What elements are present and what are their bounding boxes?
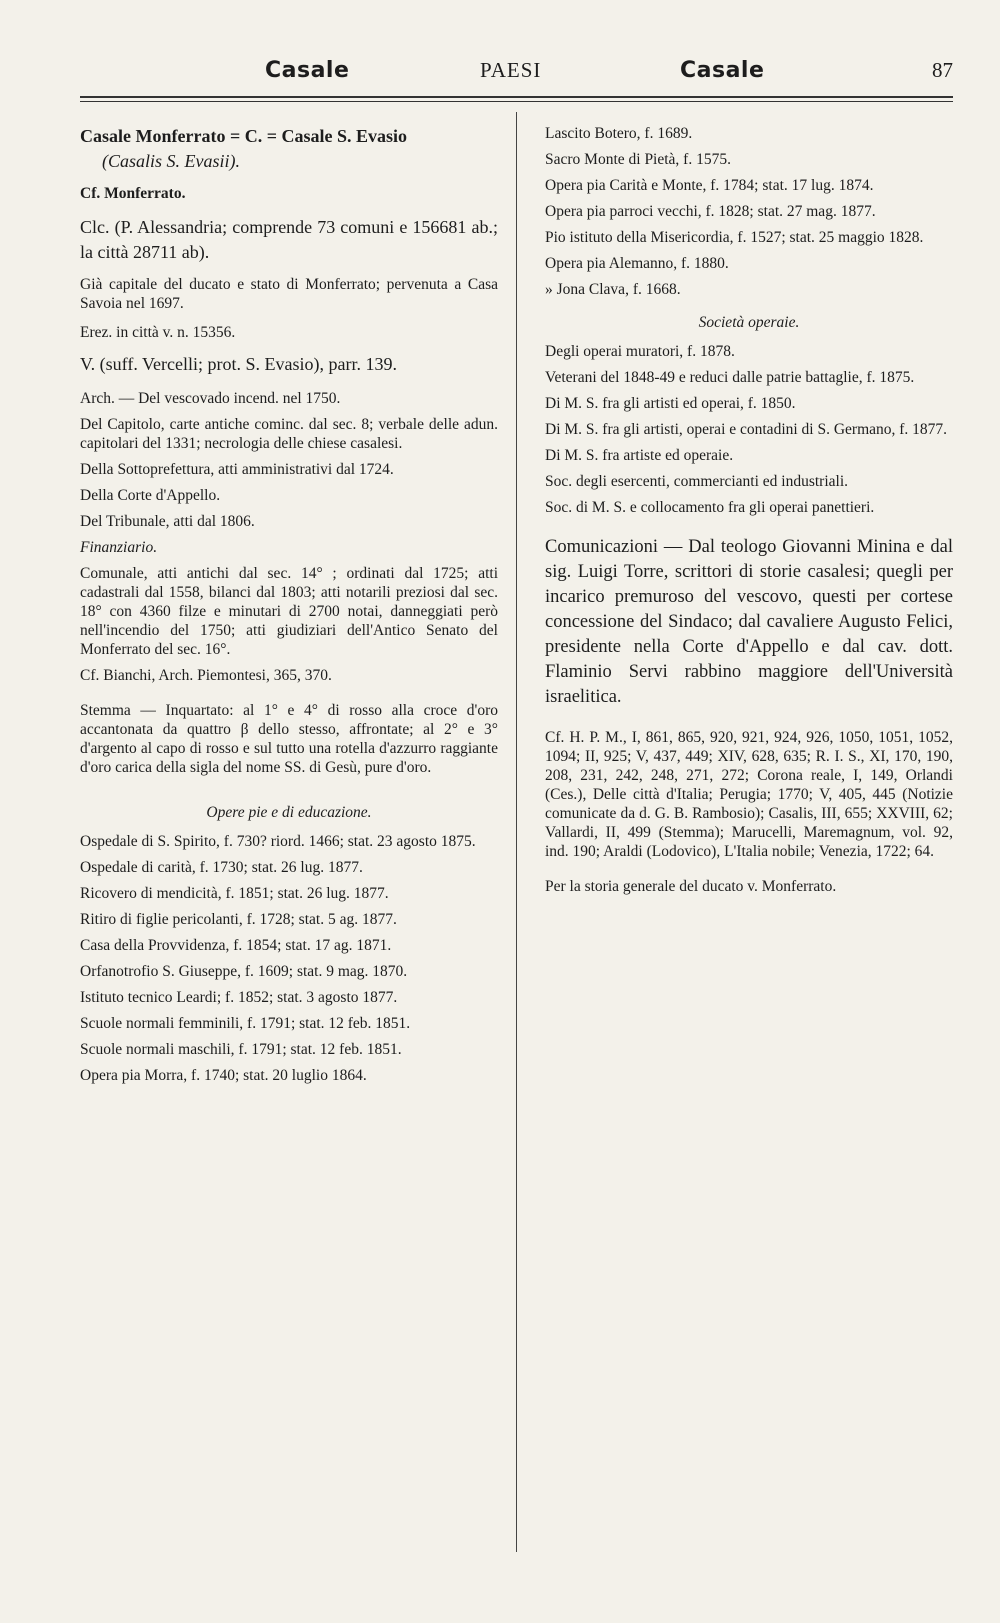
corte-entry: Della Corte d'Appello. <box>80 487 221 504</box>
opere-cont-item: Opera pia Alemanno, f. 1880. <box>545 255 729 272</box>
bianchi-entry: Cf. Bianchi, Arch. Piemontesi, 365, 370. <box>80 667 332 684</box>
opere-item: Opera pia Morra, f. 1740; stat. 20 luglio 1864. <box>80 1067 367 1084</box>
societa-heading: Società operaie. <box>698 314 800 331</box>
societa-item: Veterani del 1848-49 e reduci dalle patrie battaglie, f. 1875. <box>545 369 915 386</box>
opere-cont-item: Pio istituto della Misericordia, f. 1527; stat. 25 maggio 1828. <box>545 229 924 246</box>
opere-item: Istituto tecnico Leardi; f. 1852; stat. 3 agosto 1877. <box>80 989 398 1006</box>
page-number: 87 <box>932 58 953 82</box>
capitolo-entry: Del Capitolo, carte antiche cominc. dal sec. 8; verbale delle adun. capitolari del 1331; necrologia delle chiese casalesi. <box>80 416 498 452</box>
opere-item: Ospedale di S. Spirito, f. 730? riord. 1466; stat. 23 agosto 1875. <box>80 833 476 850</box>
opere-heading: Opere pie e di educazione. <box>206 804 372 821</box>
opere-item: Ricovero di mendicità, f. 1851; stat. 26 lug. 1877. <box>80 885 389 902</box>
opere-item: Scuole normali maschili, f. 1791; stat. 12 feb. 1851. <box>80 1041 402 1058</box>
opere-item: Ritiro di figlie pericolanti, f. 1728; stat. 5 ag. 1877. <box>80 911 397 928</box>
societa-item: Soc. di M. S. e collocamento fra gli operai panettieri. <box>545 499 875 516</box>
societa-item: Degli operai muratori, f. 1878. <box>545 343 735 360</box>
storia-entry: Per la storia generale del ducato v. Monferrato. <box>545 878 837 895</box>
opere-cont-item: Lascito Botero, f. 1689. <box>545 125 693 142</box>
opere-cont-item: Opera pia Carità e Monte, f. 1784; stat. 17 lug. 1874. <box>545 177 874 194</box>
v-entry: V. (suff. Vercelli; prot. S. Evasio), parr. 139. <box>80 354 397 374</box>
finanziario-entry: Finanziario. <box>80 539 158 556</box>
gia-entry: Già capitale del ducato e stato di Monferrato; pervenuta a Casa Savoia nel 1697. <box>80 276 498 312</box>
header-rule <box>80 96 953 98</box>
erez-entry: Erez. in città v. n. 15356. <box>80 324 236 341</box>
column-divider <box>516 112 517 1552</box>
header-center: PAESI <box>480 58 542 82</box>
header-rule-thin <box>80 101 953 102</box>
opere-item: Orfanotrofio S. Giuseppe, f. 1609; stat. 9 mag. 1870. <box>80 963 408 980</box>
left-column <box>80 124 498 1092</box>
header-left: Casale <box>265 58 350 83</box>
arch-entry: Arch. — Del vescovado incend. nel 1750. <box>80 390 341 407</box>
opere-cont-item: Opera pia parroci vecchi, f. 1828; stat. 27 mag. 1877. <box>545 203 876 220</box>
opere-item: Scuole normali femminili, f. 1791; stat. 12 feb. 1851. <box>80 1015 411 1032</box>
entry-title-latin: (Casalis S. Evasii). <box>102 151 240 171</box>
clc-entry: Clc. (P. Alessandria; comprende 73 comuni e 156681 ab.; la città 28711 ab). <box>80 217 498 262</box>
tribunale-entry: Del Tribunale, atti dal 1806. <box>80 513 255 530</box>
opere-cont-item: Sacro Monte di Pietà, f. 1575. <box>545 151 731 168</box>
cf-monferrato: Cf. Monferrato. <box>80 185 186 202</box>
sottoprefettura-entry: Della Sottoprefettura, atti amministrativi dal 1724. <box>80 461 394 478</box>
header-right: Casale <box>680 58 765 83</box>
opere-item: Ospedale di carità, f. 1730; stat. 26 lug. 1877. <box>80 859 363 876</box>
comunale-entry: Comunale, atti antichi dal sec. 14° ; ordinati dal 1725; atti cadastrali dal 1558, bilanci dal 1803; atti notarili preziosi dal sec. 18° con 4360 filze e minutari di 2700 notai, danneggiati però nell'incendio del 1750; atti giudiziari dell'Antico Senato del Monferrato del sec. 16°. <box>80 565 498 658</box>
right-column <box>545 124 953 903</box>
comunicazioni-entry: Comunicazioni — Dal teologo Giovanni Minina e dal sig. Luigi Torre, scrittori di storie casalesi; quegli per incarico premuroso del vescovo, questi per cortese concessione del Sindaco; dal cavaliere Augusto Felici, presidente nella Corte d'Appello e dal cav. dott. Flaminio Servi rabbino maggiore dell'Università israelitica. <box>545 537 953 707</box>
societa-item: Di M. S. fra gli artisti, operai e contadini di S. Germano, f. 1877. <box>545 421 948 438</box>
societa-item: Di M. S. fra gli artisti ed operai, f. 1850. <box>545 395 796 412</box>
entry-title: Casale Monferrato = C. = Casale S. Evasio <box>80 126 407 146</box>
stemma-entry: Stemma — Inquartato: al 1° e 4° di rosso alla croce d'oro accantonata da quattro β dello stesso, affrontate; al 2° e 3° d'argento al capo di rosso e sul tutto una rotella d'azzurro raggiante d'oro carica della sigla del nome SS. di Gesù, pure d'oro. <box>80 702 498 776</box>
cf-references: Cf. H. P. M., I, 861, 865, 920, 921, 924, 926, 1050, 1051, 1052, 1094; II, 925; V, 437, 449; XIV, 628, 635; R. I. S., XI, 170, 190, 208, 231, 242, 248, 271, 272; Corona reale, I, 149, Orlandi (Ces.), Delle città d'Italia; Perugia; 1770; V, 405, 445 (Notizie comunicate da d. G. B. Rambosio); Casalis, III, 655; XXVIII, 62; Vallardi, II, 499 (Stemma); Marucelli, Maremagnum, vol. 92, ind. 190; Araldi (Lodovico), L'Italia nobile; Venezia, 1722; 64. <box>545 729 953 860</box>
societa-item: Soc. degli esercenti, commercianti ed industriali. <box>545 473 849 490</box>
opere-cont-item: » Jona Clava, f. 1668. <box>545 281 681 298</box>
societa-item: Di M. S. fra artiste ed operaie. <box>545 447 734 464</box>
opere-item: Casa della Provvidenza, f. 1854; stat. 17 ag. 1871. <box>80 937 392 954</box>
page-header <box>80 58 953 92</box>
